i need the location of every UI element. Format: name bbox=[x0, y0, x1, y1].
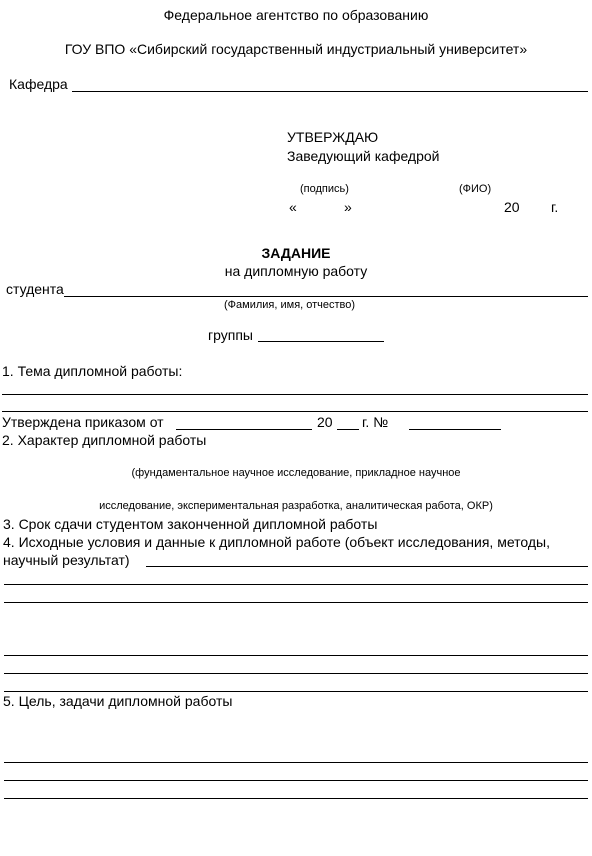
initial-data-line bbox=[4, 655, 588, 656]
group-label: группы bbox=[208, 327, 253, 343]
goal-line bbox=[4, 798, 588, 799]
order-year-line bbox=[337, 429, 359, 430]
initial-data-line bbox=[146, 566, 588, 567]
initial-data-line bbox=[4, 602, 588, 603]
character-label: 2. Характер дипломной работы bbox=[2, 432, 207, 448]
goal-label: 5. Цель, задачи дипломной работы bbox=[3, 693, 233, 709]
document-subtitle: на дипломную работу bbox=[224, 263, 368, 279]
order-date-line bbox=[176, 429, 312, 430]
department-line bbox=[72, 91, 588, 92]
deadline-label: 3. Срок сдачи студентом законченной дипломной работы bbox=[3, 516, 378, 532]
character-hint: (фундаментальное научное исследование, прикладное научное bbox=[131, 467, 461, 479]
topic-line bbox=[2, 411, 588, 412]
head-label: Заведующий кафедрой bbox=[287, 148, 440, 164]
signature-caption: (подпись) bbox=[300, 183, 349, 195]
approve-label: УТВЕРЖДАЮ bbox=[287, 129, 379, 145]
order-number-line bbox=[409, 429, 501, 430]
order-number-label: г. № bbox=[362, 414, 389, 430]
group-line bbox=[258, 341, 384, 342]
date-quote-open: « bbox=[289, 199, 297, 215]
department-label: Кафедра bbox=[9, 76, 68, 92]
document-title: ЗАДАНИЕ bbox=[261, 245, 331, 261]
order-label: Утверждена приказом от bbox=[2, 414, 164, 430]
agency-name: Федеральное агентство по образованию bbox=[163, 7, 429, 23]
topic-label: 1. Тема дипломной работы: bbox=[2, 363, 183, 379]
topic-line bbox=[2, 394, 588, 395]
order-year-prefix: 20 bbox=[317, 414, 333, 430]
goal-line bbox=[4, 762, 588, 763]
date-quote-close: » bbox=[344, 199, 352, 215]
date-year-prefix: 20 bbox=[504, 199, 520, 215]
student-name-caption: (Фамилия, имя, отчество) bbox=[224, 299, 356, 311]
character-hint: исследование, экспериментальная разработка, аналитическая работа, ОКР) bbox=[99, 500, 493, 512]
student-name-line bbox=[64, 296, 588, 297]
university-name: ГОУ ВПО «Сибирский государственный индустриальный университет» bbox=[64, 41, 528, 57]
initial-data-line bbox=[4, 673, 588, 674]
fio-caption: (ФИО) bbox=[459, 183, 492, 195]
date-year-suffix: г. bbox=[551, 199, 559, 215]
initial-data-label: 4. Исходные условия и данные к дипломной работе (объект исследования, методы, bbox=[3, 534, 551, 550]
initial-data-label: научный результат) bbox=[3, 552, 130, 568]
goal-line bbox=[4, 780, 588, 781]
initial-data-line bbox=[4, 691, 588, 692]
initial-data-line bbox=[4, 584, 588, 585]
student-label: студента bbox=[6, 281, 64, 297]
